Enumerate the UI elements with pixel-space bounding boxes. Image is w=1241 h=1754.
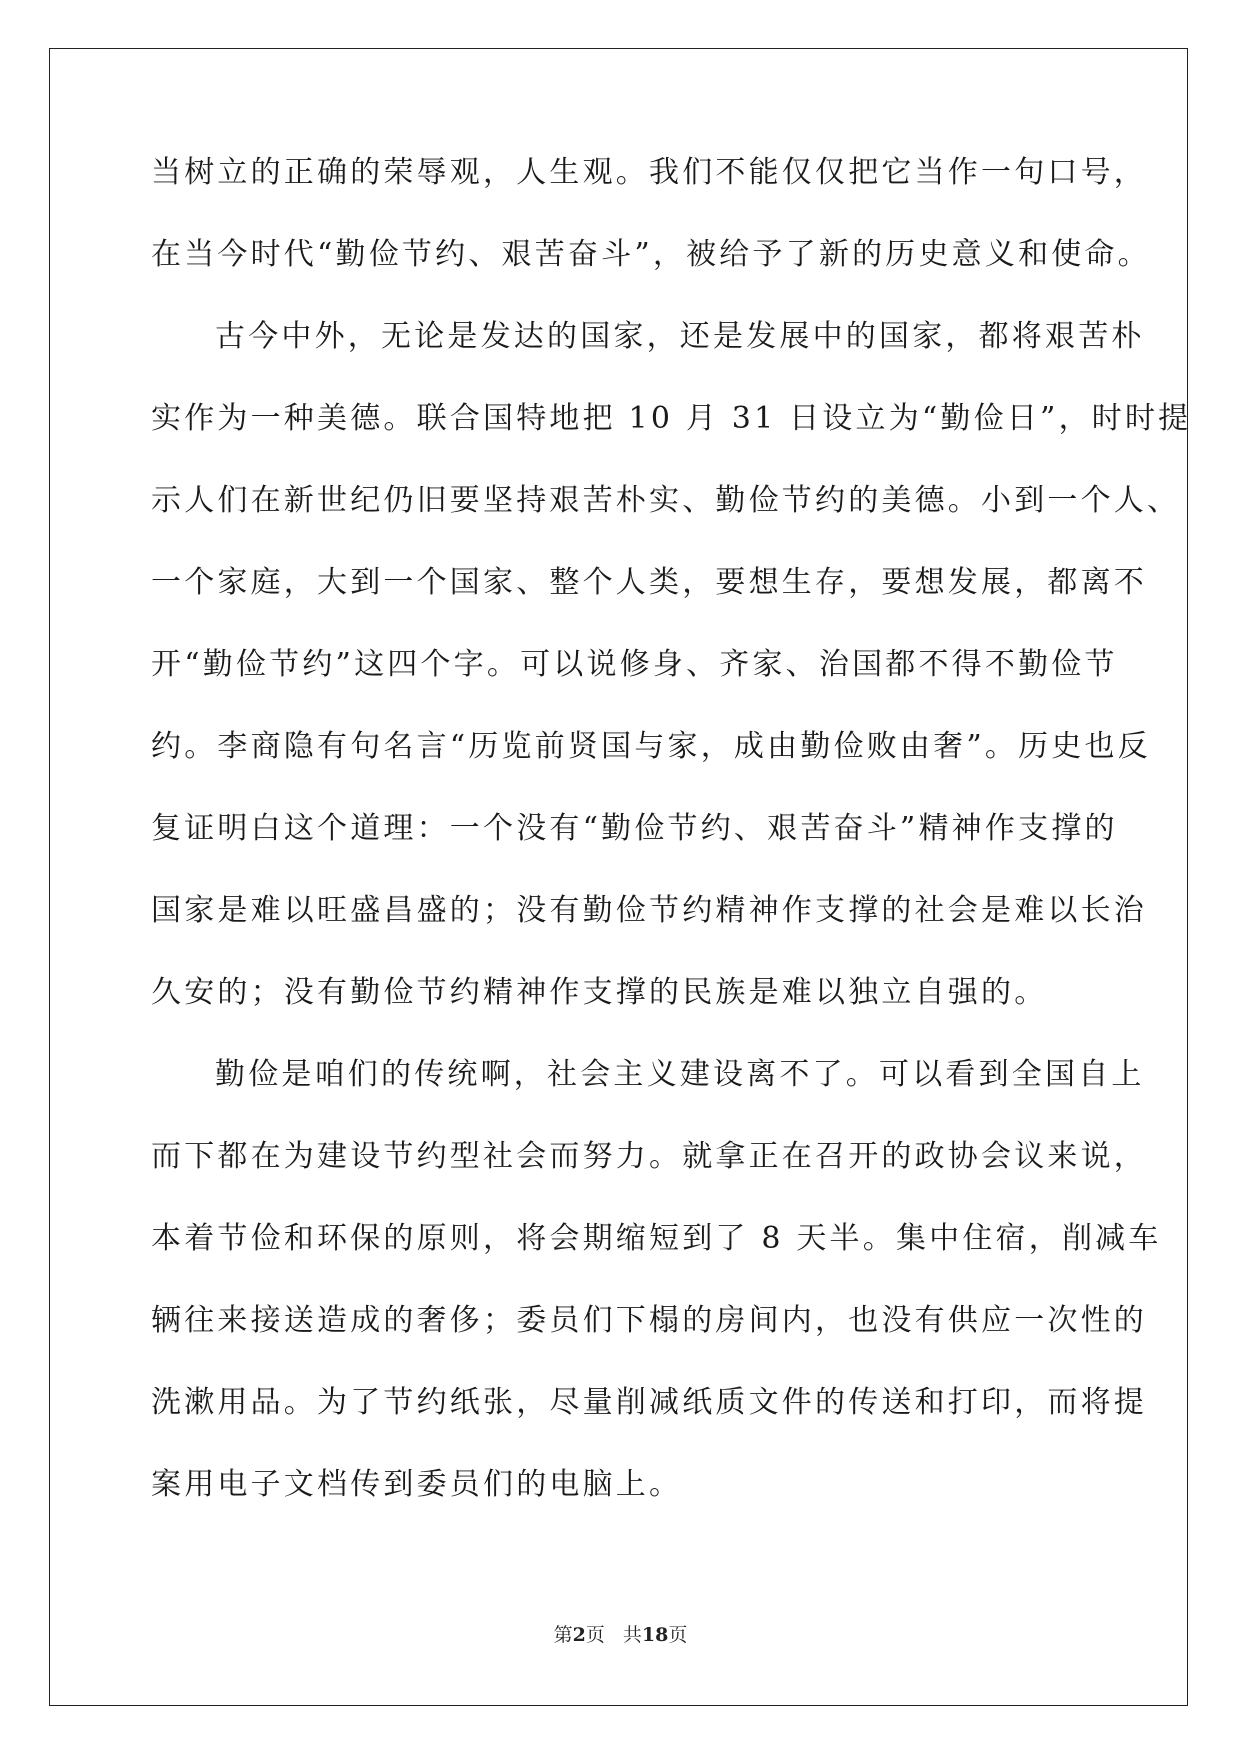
paragraph-start-line: 古今中外，无论是发达的国家，还是发展中的国家，都将艰苦朴 [215,319,1145,354]
text-line: 在当今时代“勤俭节约、艰苦奋斗”，被给予了新的历史意义和使命。 [151,237,1151,272]
text-line: 国家是难以旺盛昌盛的；没有勤俭节约精神作支撑的社会是难以长治 [151,893,1147,928]
text-line: 洗漱用品。为了节约纸张，尽量削减纸质文件的传送和打印，而将提 [151,1385,1147,1420]
text-line: 久安的；没有勤俭节约精神作支撑的民族是难以独立自强的。 [151,975,1048,1010]
text-line: 实作为一种美德。联合国特地把 10 月 31 日设立为“勤俭日”，时时提 [151,401,1192,436]
total-pages: 18 [641,1624,669,1646]
total-suffix: 页 [668,1624,688,1646]
page-suffix: 页 [585,1624,605,1646]
text-line: 当树立的正确的荣辱观，人生观。我们不能仅仅把它当作一句口号， [151,155,1147,190]
text-line: 而下都在为建设节约型社会而努力。就拿正在召开的政协会议来说， [151,1139,1147,1174]
text-line: 开“勤俭节约”这四个字。可以说修身、齐家、治国都不得不勤俭节 [151,647,1118,682]
page-footer [0,1624,1241,1646]
paragraph-start-line: 勤俭是咱们的传统啊，社会主义建设离不了。可以看到全国自上 [215,1057,1145,1092]
text-line: 案用电子文档传到委员们的电脑上。 [151,1467,683,1502]
text-line: 辆往来接送造成的奢侈；委员们下榻的房间内，也没有供应一次性的 [151,1303,1147,1338]
text-line: 一个家庭，大到一个国家、整个人类，要想生存，要想发展，都离不 [151,565,1147,600]
text-line: 本着节俭和环保的原则，将会期缩短到了 8 天半。集中住宿，削减车 [151,1221,1162,1256]
total-prefix: 共 [622,1624,642,1646]
page-prefix: 第 [553,1624,573,1646]
document-body [151,155,1192,1552]
text-line: 示人们在新世纪仍旧要坚持艰苦朴实、勤俭节约的美德。小到一个人、 [151,483,1181,518]
page-number: 2 [572,1624,586,1646]
text-line: 约。李商隐有句名言“历览前贤国与家，成由勤俭败由奢”。历史也反 [151,729,1151,764]
text-line: 复证明白这个道理：一个没有“勤俭节约、艰苦奋斗”精神作支撑的 [151,811,1118,846]
